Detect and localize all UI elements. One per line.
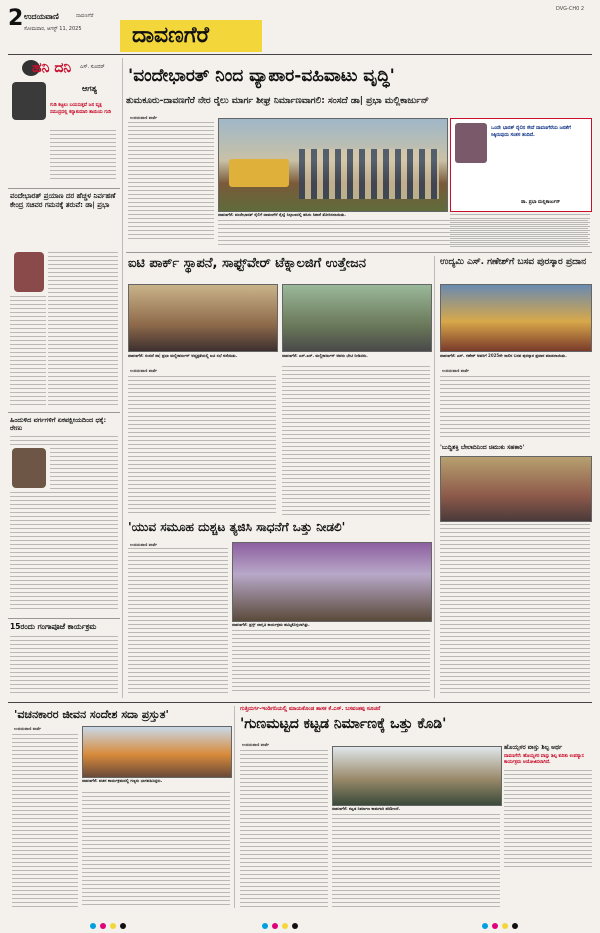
it-park-photo-1 [128,284,278,352]
author-photo [12,82,46,120]
divider [126,252,592,253]
edition-tag: DVG-CH0 2 [556,6,585,12]
vachana-headline: 'ವಚನಕಾರರ ಜೀವನ ಸಂದೇಶ ಸದಾ ಪ್ರಸ್ತುತ' [14,708,169,721]
quality-headline: 'ಗುಣಮಟ್ಟದ ಕಟ್ಟಡ ನಿರ್ಮಾಣಕ್ಕೆ ಒತ್ತು ಕೊಡಿ' [240,716,447,732]
date: ಸೋಮವಾರ, ಆಗಸ್ಟ್ 11, 2025 [24,26,82,32]
award-byline: ಉದಯವಾಣಿ ವಾರ್ತೆ [442,368,470,373]
youth-photo [232,542,432,622]
sidebar-story-body-2 [10,296,46,407]
sidebar-story2-headline: ಹಿಂದುಳಿದ ವರ್ಗಗಳಿಗೆ ಏಕಪಕ್ಷೀಯದಿಂದ ಧಕ್ಕೆ: ರೇಣು [10,416,107,432]
poem-body [50,130,116,180]
column-rule [434,256,435,698]
youth-caption: ದಾವಣಗೆರೆ: ಡ್ರಗ್ಸ್ ಜಾಗೃತಿ ಕಾರ್ಯಕ್ರಮ ಹಮ್ಮಿಕೊಳ್ಳಲಾಗಿತ್ತು. [232,622,310,627]
award-photo-2 [440,456,592,522]
column-rule [234,706,235,908]
vachana-byline: ಉದಯವಾಣಿ ವಾರ್ತೆ [14,726,42,731]
it-park-headline: ಐಟಿ ಪಾರ್ಕ್ ಸ್ಥಾಪನೆ, ಸಾಫ್ಟ್‌ವೇರ್ ಟೆಕ್ನಾಲಜಿಗೆ ಉತ್ತೇಜನ [128,256,366,271]
train-icon [229,159,289,187]
lead-body-col1 [128,122,214,240]
quote-box [450,118,592,212]
notice-headline: ಹೊಯ್ಸಳರ ವಾಸ್ತು ಶಿಲ್ಪ ಅರ್ಥ [504,744,563,751]
lead-photo-train [218,118,448,212]
paper-sub: ದಾವಣಗೆರೆ [76,13,94,19]
quote-photo [455,123,487,163]
paper-name: ಉದಯವಾಣಿ [24,12,59,21]
divider [8,702,592,703]
registration-marks-2 [260,914,300,933]
notice-body [504,770,592,870]
divider [8,412,120,413]
sidebar-story3-headline: 15ರಂದು ಗಂಗಾಪೂಜೆ ಕಾರ್ಯಕ್ರಮ [10,622,97,631]
award-body-2 [440,524,590,694]
hani-dani-box [8,58,120,186]
lead-body-right [450,214,590,248]
sidebar-story2-body-2 [50,448,118,490]
registration-marks [88,914,128,933]
it-park-body-2 [282,366,430,516]
poem-text: ಗುಡಿ ಕಟ್ಟಲು ಬಯಸುತ್ತವೆ ಜನ ವೃಕ್ಷ ಸಮುದ್ರದಲ್ಲಿ ಕನ್ಯಾಕುಮಾರಿ ತಾಯಿಯ ಗುಡಿ [50,103,111,115]
divider [8,618,120,619]
section-banner-label: ದಾವಣಗೆರೆ [132,23,210,48]
award-body [440,376,590,440]
lead-headline: 'ವಂದೇಭಾರತ್ ನಿಂದ ವ್ಯಾಪಾರ-ವಹಿವಾಟು ವೃದ್ಧಿ' [128,66,395,86]
lead-subhead: ತುಮಕೂರು-ದಾವಣಗೆರೆ ನೇರ ರೈಲು ಮಾರ್ಗ ಶೀಘ್ರ ನಿರ್ಮಾಣವಾಗಲಿ: ಸಂಸದೆ ಡಾ| ಪ್ರಭಾ ಮಲ್ಲಿಕಾರ್ಜುನ್ [126,96,429,106]
person-photo-2 [12,448,46,488]
sidebar-story-body [48,252,118,407]
page-number: 2 [8,6,24,31]
award-caption: ದಾವಣಗೆರೆ: ಎಸ್. ಗಣೇಶ್ ಅವರಿಗೆ 2025ನೇ ಸಾಲಿನ ಬಸವ ಪುರಸ್ಕಾರ ಪ್ರದಾನ ಮಾಡಲಾಯಿತು. [440,353,567,358]
youth-body-2 [232,630,430,694]
masthead [8,6,118,46]
quote-author: ಡಾ. ಪ್ರಭಾ ಮಲ್ಲಿಕಾರ್ಜುನ್ [521,200,561,205]
poem-title: ಆಗತ್ಯ [82,84,97,93]
award-headline: ಉದ್ಯಮಿ ಎಸ್. ಗಣೇಶ್‌ಗೆ ಬಸವ ಪುರಸ್ಕಾರ ಪ್ರದಾನ [440,257,587,267]
vachana-caption: ದಾವಣಗೆರೆ: ವಚನ ಕಾರ್ಯಕ್ರಮದಲ್ಲಿ ಗಣ್ಯರು ಭಾಗವಹಿಸಿದ್ದರು. [82,778,163,783]
header-rule [8,54,592,55]
quality-body-1 [240,750,328,908]
sidebar-story2-body [10,436,118,446]
award-photo [440,284,592,352]
divider [8,188,120,189]
youth-headline: 'ಯುವ ಸಮೂಹ ದುಶ್ಚಟ ತ್ಯಜಿಸಿ ಸಾಧನೆಗೆ ಒತ್ತು ನೀಡಲಿ' [128,520,346,534]
it-park-caption-2: ದಾವಣಗೆರೆ: ಎಸ್.ಎಸ್. ಮಲ್ಲಿಕಾರ್ಜುನ್ ಅವರು ಭೇಟಿ ನೀಡಿದರು. [282,353,368,358]
lead-photo-caption: ದಾವಣಗೆರೆ: ವಂದೇಭಾರತ್ ರೈಲಿಗೆ ದಾವಣಗೆರೆ ರೈಲ್ವೆ ನಿಲ್ದಾಣದಲ್ಲಿ ಹಸಿರು ನಿಶಾನೆ ತೋರಿಸಲಾಯಿತು. [218,212,346,217]
person-photo [14,252,44,292]
quote-text: ಒಂದೇ ಭಾರತ್ ರೈಲಿನ ಸೇವೆ ದಾವಣಗೆರೆಯ ಜನತೆಗೆ ಸಿಕ್ಕಿರುವುದು ಸಂತಸ ತಂದಿದೆ. [491,126,571,138]
column-author: ಎಸ್. ಸುಂದರ್ [80,64,105,70]
it-park-body-1 [128,376,276,516]
notice-text: ದಾವಣಗೆರೆ: ಹೊಯ್ಸಳರ ವಾಸ್ತು ಶಿಲ್ಪ ಕುರಿತು ಉಪನ್ಯಾಸ ಕಾರ್ಯಕ್ರಮ ಆಯೋಜಿಸಲಾಗಿದೆ. [504,754,584,765]
column-title: ಹನಿ ದನಿ [32,60,72,76]
notice-box [504,744,592,908]
youth-body-1 [128,548,228,694]
vachana-body-2 [82,792,230,908]
crowd [299,149,439,199]
youth-byline: ಉದಯವಾಣಿ ವಾರ್ತೆ [130,542,158,547]
it-park-photo-2 [282,284,432,352]
vachana-photo [82,726,232,778]
sidebar-story-headline: ವಂದೇಭಾರತ್ ಪ್ರಯಾಣ ದರ ಹೆಚ್ಚಳ ನಿರ್ವಹಣೆ ಕೇಂದ್ರ ಸಚಿವರ ಗಮನಕ್ಕೆ ತರುವೆ: ಡಾ| ಪ್ರಭಾ [10,192,116,209]
quality-caption: ದಾವಣಗೆರೆ: ಕಟ್ಟಡ ನಿರ್ಮಾಣ ಕಾಮಗಾರಿ ಪರಿಶೀಲನೆ. [332,806,400,811]
registration-marks-3 [480,914,520,933]
lead-byline: ಉದಯವಾಣಿ ವಾರ್ತೆ [130,115,158,120]
it-park-caption-1: ದಾವಣಗೆರೆ: ಸಂಸದೆ ಡಾ| ಪ್ರಭಾ ಮಲ್ಲಿಕಾರ್ಜುನ್ ಅಧ್ಯಕ್ಷತೆಯಲ್ಲಿ ಐಟಿ ಸಭೆ ನಡೆಯಿತು. [128,353,238,358]
award-pullquote: 'ಬುದ್ಧಿಶಕ್ತಿ ಬೇಲಾದಿನಿಂದ ಚಿಮುಕು ಸಹಕಾರಿ' [440,444,525,451]
it-park-byline: ಉದಯವಾಣಿ ವಾರ್ತೆ [130,368,158,373]
quality-body-2 [332,814,500,908]
quality-kicker: ಗುತ್ತಿದುರ್ಗ-ಇಂಡಿಗನಿಯಲ್ಲಿ ಮಾಯಕೊಂಡ ಶಾಸಕ ಕೆ.ಎಸ್. ಬಸವಂತಪ್ಪ ಸೂಚನೆ [240,706,381,712]
quality-byline: ಉದಯವಾಣಿ ವಾರ್ತೆ [242,742,270,747]
column-rule [122,58,123,698]
sidebar-story3-body [10,636,118,694]
sidebar-story2-body-3 [10,492,118,612]
quality-photo [332,746,502,806]
section-banner [120,20,262,52]
vachana-body-1 [12,734,78,908]
